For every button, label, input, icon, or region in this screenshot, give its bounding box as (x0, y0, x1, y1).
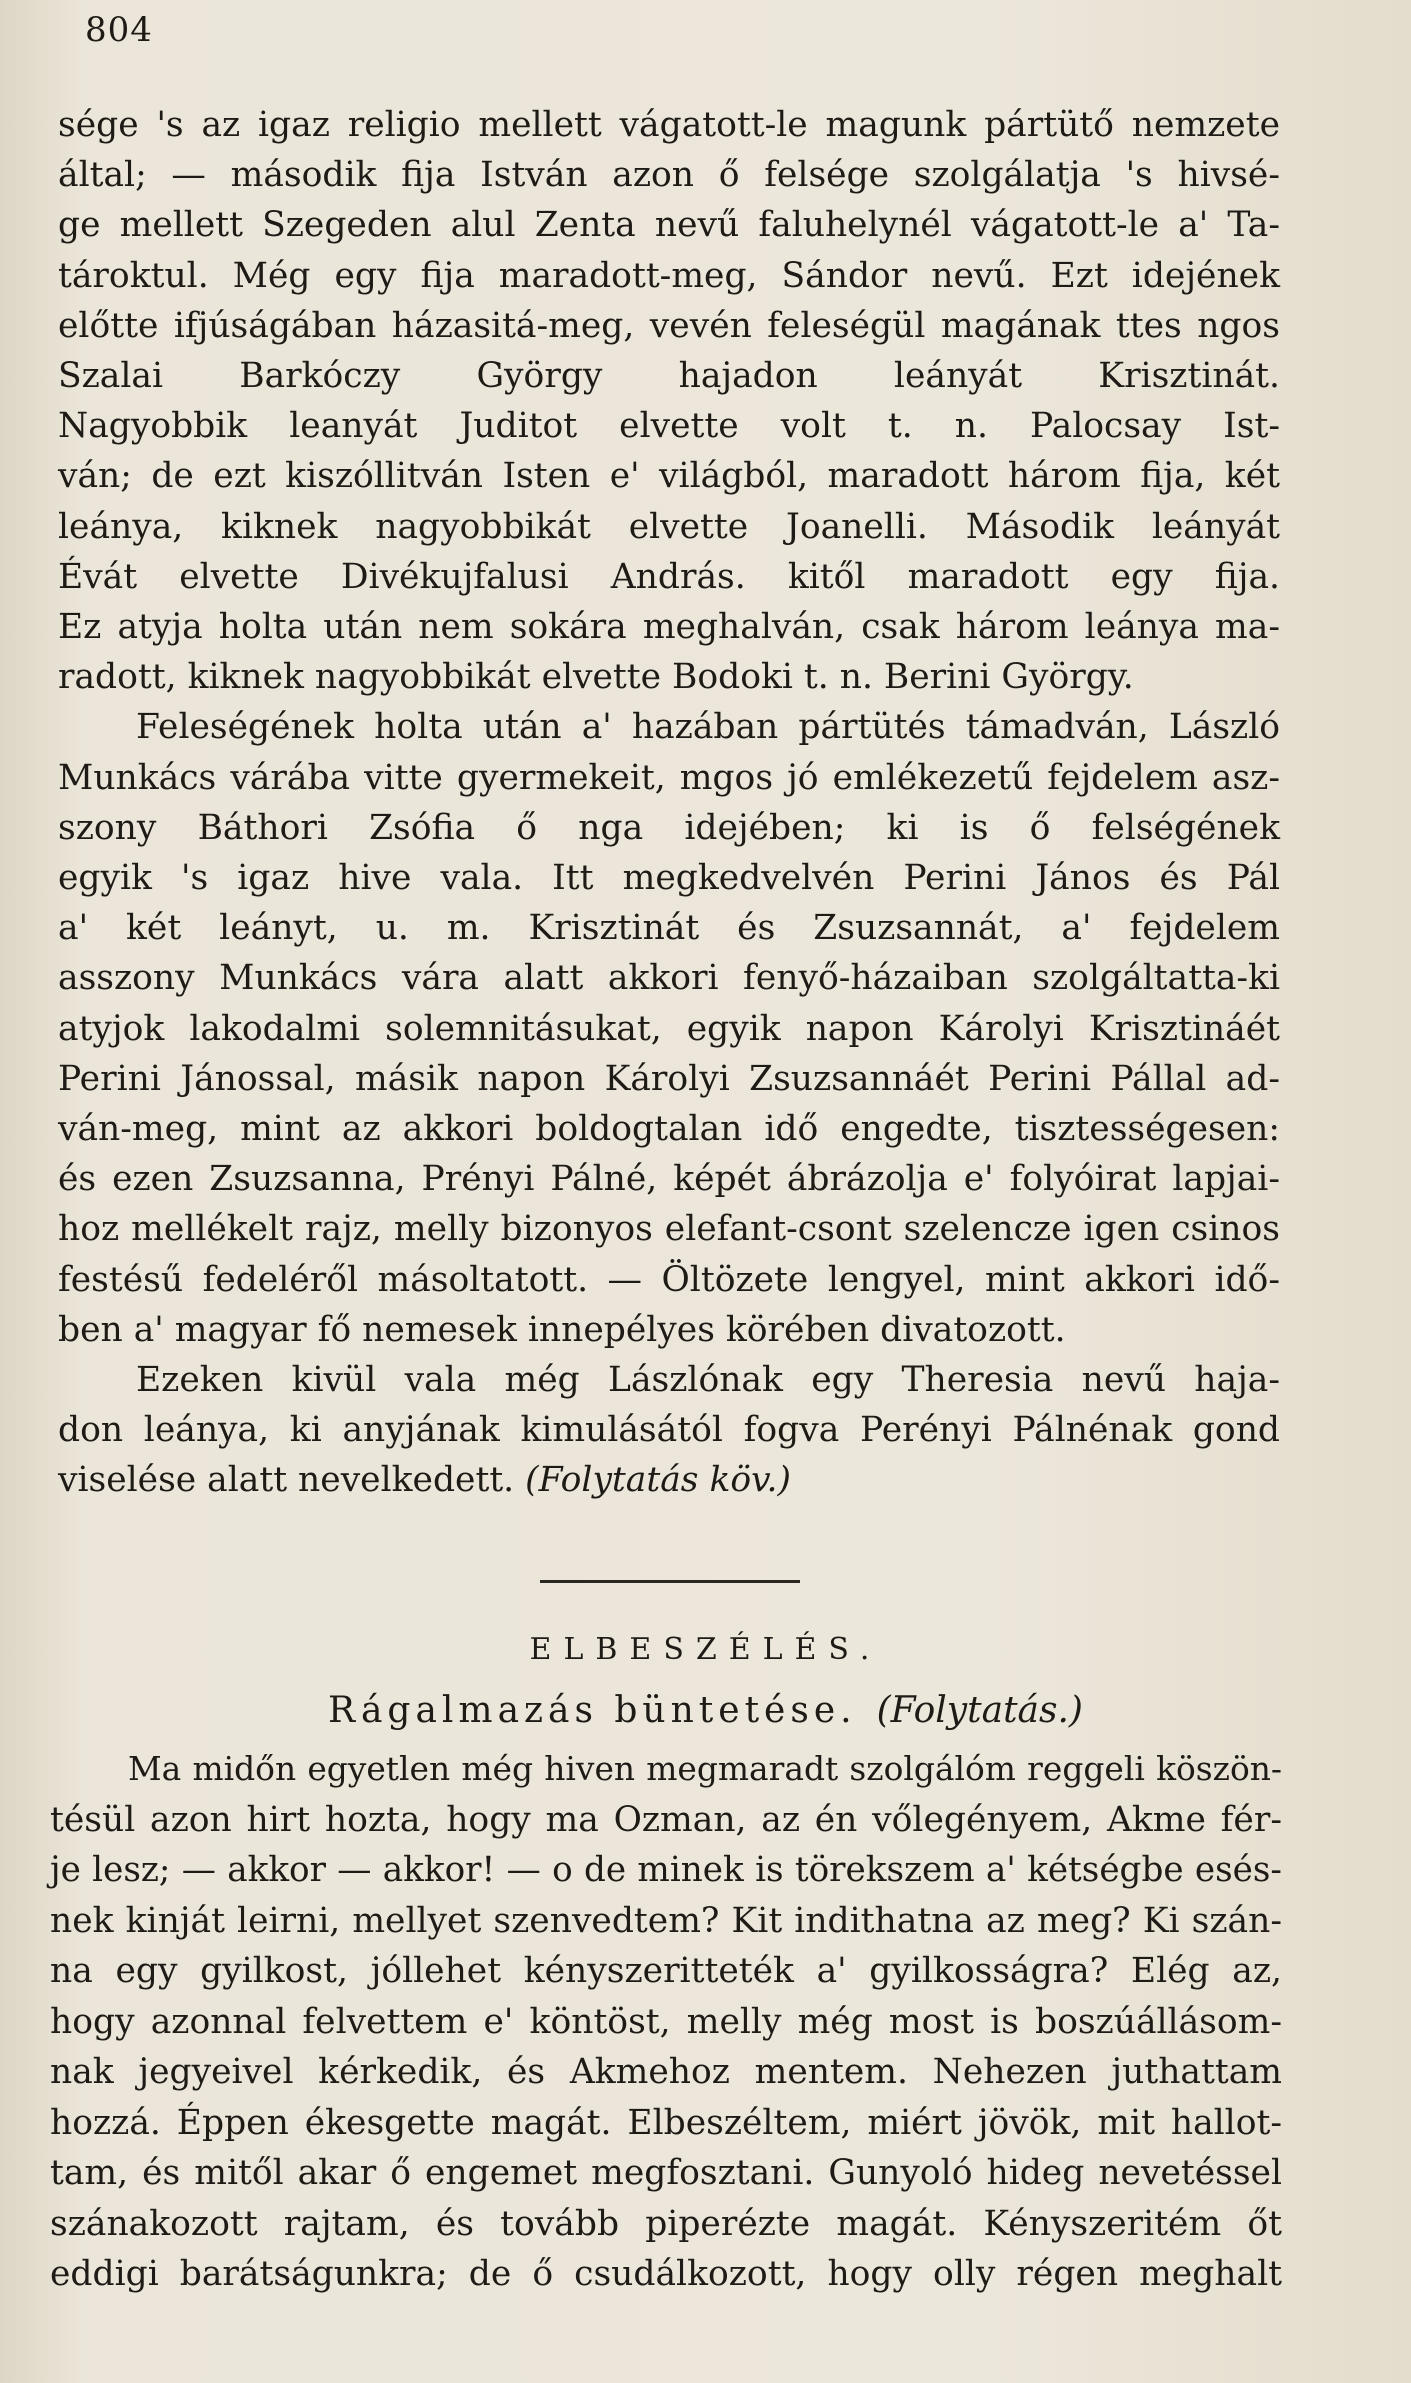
text-line: és ezen Zsuzsanna, Prényi Pálné, képét ábrázolja e' folyóirat lapjai- (58, 1159, 1280, 1200)
paragraph-first-line: Ma midőn egyetlen még hiven megmaradt szolgálóm reggeli köszön- (128, 1749, 1282, 1788)
text-line: egyik 's igaz hive vala. Itt megkedvelvén Perini János és Pál (58, 858, 1280, 899)
text-line: által; — második fija István azon ő felsége szolgálatja 's hivsé- (58, 155, 1280, 196)
story-continuation-note: (Folytatás.) (876, 1690, 1083, 1731)
text-line: atyjok lakodalmi solemnitásukat, egyik napon Károlyi Krisztináét (58, 1008, 1280, 1049)
text-line: Ez atyja holta után nem sokára meghalván, csak három leánya ma- (58, 607, 1280, 648)
text-line: ván-meg, mint az akkori boldogtalan idő engedte, tisztességesen: (58, 1109, 1280, 1150)
section-heading: ELBESZÉLÉS. (529, 1632, 882, 1667)
text-line: leánya, kiknek nagyobbikát elvette Joanelli. Második leányát (58, 506, 1280, 547)
text-line: ván; de ezt kiszóllitván Isten e' világból, maradott három fija, két (58, 456, 1280, 497)
story-text (50, 1744, 1282, 2300)
text-line: asszony Munkács vára alatt akkori fenyő-házaiban szolgáltatta-ki (58, 958, 1280, 999)
text-line: sége 's az igaz religio mellett vágatott-le magunk pártütő nemzete (58, 105, 1280, 145)
text-line: szánakozott rajtam, és tovább piperézte magát. Kényszeritém őt (50, 2203, 1282, 2244)
text-line: ben a' magyar fő nemesek innepélyes körében divatozott. (58, 1309, 1066, 1350)
text-line: előtte ifjúságában házasitá-meg, vevén feleségül magának ttes ngos (58, 305, 1280, 346)
text-line: tam, és mitől akar ő engemet megfosztani. Gunyoló hideg nevetéssel (50, 2153, 1282, 2193)
text-line-content: viselése alatt nevelkedett. (58, 1460, 515, 1501)
section-divider (540, 1580, 800, 1583)
text-line (58, 1455, 1280, 1505)
text-line: hozzá. Éppen ékesgette magát. Elbeszéltem, miért jövök, mit hallot- (50, 2102, 1282, 2143)
text-line: na egy gyilkost, jóllehet kényszeritteték a' gyilkosságra? Elég az, (50, 1951, 1282, 1991)
text-line: nak jegyeivel kérkedik, és Akmehoz mentem. Nehezen juthattam (50, 2052, 1282, 2092)
text-line: Szalai Barkóczy György hajadon leányát Krisztinát. (58, 356, 1280, 397)
text-line: Perini Jánossal, másik napon Károlyi Zsuzsannáét Perini Pállal ad- (58, 1058, 1280, 1099)
text-line: nek kinját leirni, mellyet szenvedtem? Kit indithatna az meg? Ki szán- (50, 1900, 1282, 1941)
page-number: 804 (85, 10, 153, 50)
text-line: festésű fedeléről másoltatott. — Öltözete lengyel, mint akkori idő- (58, 1259, 1280, 1300)
text-line: Munkács várába vitte gyermekeit, mgos jó emlékezetű fejdelem asz- (58, 757, 1280, 798)
article-text (58, 100, 1280, 1506)
text-line: tároktul. Még egy fija maradott-meg, Sándor nevű. Ezt idejének (58, 255, 1280, 296)
paragraph-first-line: Ezeken kivül vala még Lászlónak egy Theresia nevű haja- (136, 1360, 1280, 1401)
text-line: a' két leányt, u. m. Krisztinát és Zsuzsannát, a' fejdelem (58, 908, 1280, 949)
text-line: je lesz; — akkor — akkor! — o de minek is törekszem a' kétségbe esés- (50, 1850, 1282, 1890)
text-line: hogy azonnal felvettem e' köntöst, melly még most is boszúállásom- (50, 2001, 1282, 2042)
story-title-line (0, 1690, 1411, 1731)
continuation-note: (Folytatás köv.) (525, 1460, 791, 1501)
text-line: Nagyobbik leanyát Juditot elvette volt t. n. Palocsay Ist- (58, 406, 1280, 447)
story-title: Rágalmazás büntetése. (328, 1690, 857, 1731)
text-line: radott, kiknek nagyobbikát elvette Bodoki t. n. Berini György. (58, 657, 1134, 698)
text-line: ge mellett Szegeden alul Zenta nevű faluhelynél vágatott-le a' Ta- (58, 205, 1280, 246)
text-line: hoz mellékelt rajz, melly bizonyos elefant-csont szelencze igen csinos (58, 1209, 1280, 1250)
paragraph-first-line: Feleségének holta után a' hazában pártütés támadván, László (136, 707, 1280, 748)
text-line: Évát elvette Divékujfalusi András. kitől maradott egy fija. (58, 556, 1280, 597)
text-line: eddigi barátságunkra; de ő csudálkozott, hogy olly régen meghalt (50, 2254, 1282, 2294)
text-line: tésül azon hirt hozta, hogy ma Ozman, az én vőlegényem, Akme fér- (50, 1799, 1282, 1840)
text-line: don leánya, ki anyjának kimulásától fogva Perényi Pálnénak gond (58, 1410, 1280, 1451)
text-line: szony Báthori Zsófia ő nga idejében; ki is ő felségének (58, 807, 1280, 848)
